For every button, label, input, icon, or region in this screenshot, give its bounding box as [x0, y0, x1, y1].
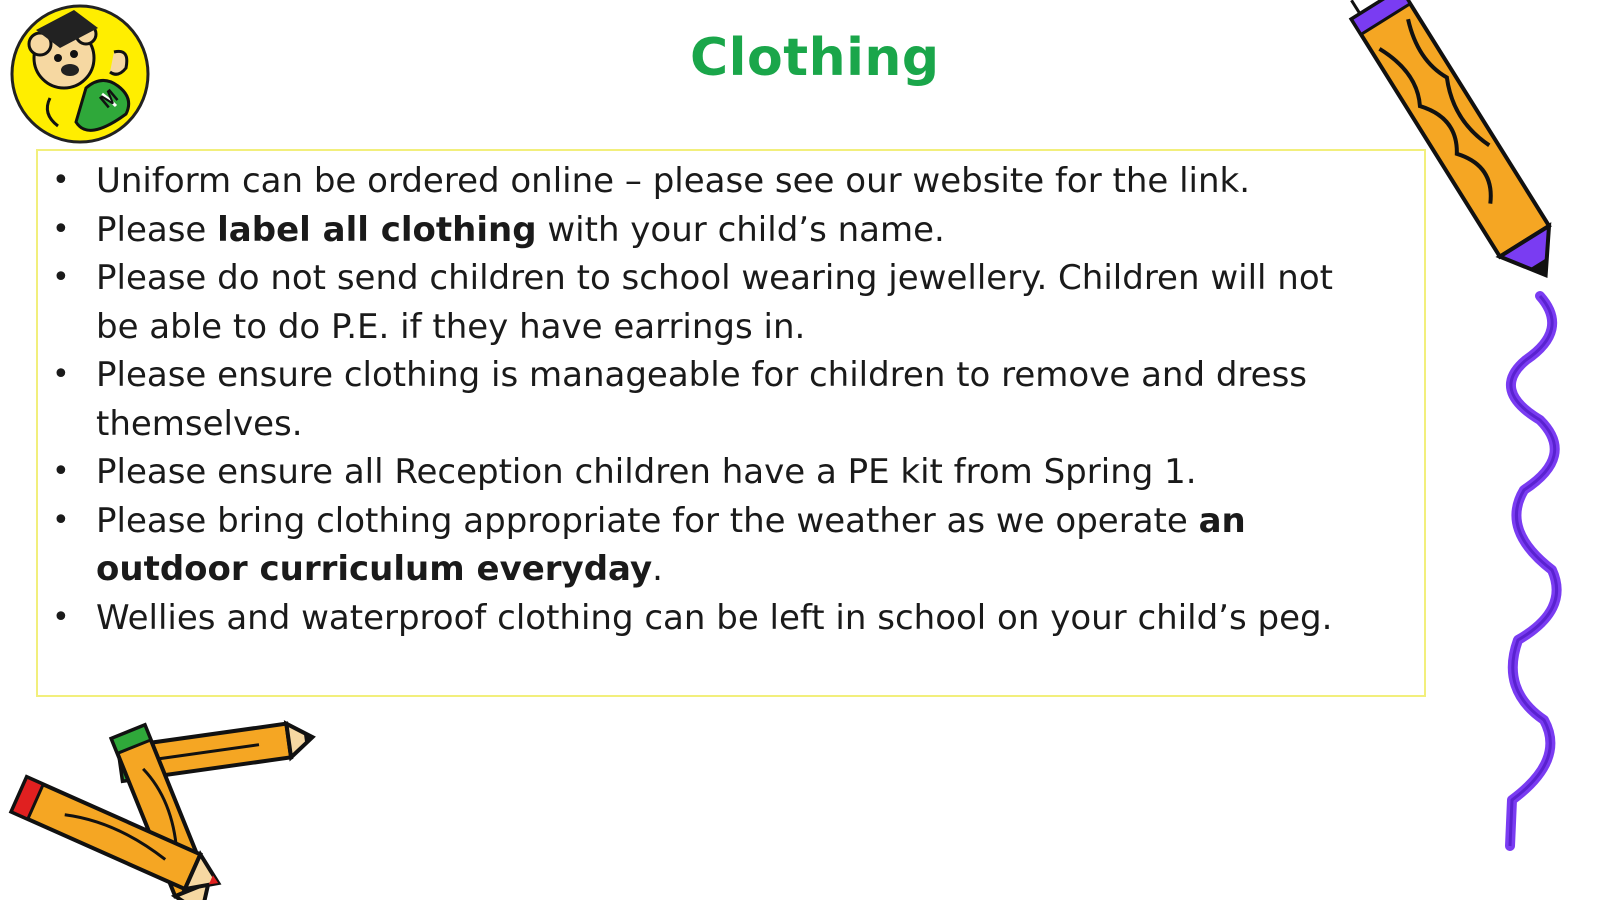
list-item: • Please label all clothing with your child’s name.: [38, 206, 1424, 255]
crossed-pencils-icon: [0, 716, 320, 900]
bullet-icon: •: [52, 357, 70, 392]
content-box: [36, 149, 1426, 697]
bullet-icon: •: [52, 260, 70, 295]
list-item: • Uniform can be ordered online – please see our website for the link.: [38, 157, 1424, 206]
list-item: • Please ensure all Reception children have a PE kit from Spring 1.: [38, 448, 1424, 497]
bullet-icon: •: [52, 163, 70, 198]
bullet-icon: •: [52, 502, 70, 538]
bullet-icon: •: [52, 599, 70, 635]
bullet-icon: •: [52, 454, 70, 489]
bullet-icon: •: [52, 211, 70, 247]
list-item: • Wellies and waterproof clothing can be left in school on your child’s peg.: [38, 594, 1424, 643]
list-item: • Please bring clothing appropriate for the weather as we operate an outdoor curriculum everyday.: [38, 497, 1424, 594]
pencil-icon: [1340, 0, 1600, 860]
svg-text:M: M: [95, 85, 123, 113]
emphasis-text: label all clothing: [217, 209, 537, 250]
school-mascot-logo: [6, 2, 154, 150]
bullet-list: [38, 157, 1424, 642]
page-title: Clothing: [690, 28, 940, 88]
list-item: • Please do not send children to school wearing jewellery. Children will not be able to do P.E. if they have earrings in.: [38, 254, 1424, 351]
emphasis-text: an outdoor curriculum everyday: [96, 500, 1246, 589]
list-item: • Please ensure clothing is manageable for children to remove and dress themselves.: [38, 351, 1424, 448]
